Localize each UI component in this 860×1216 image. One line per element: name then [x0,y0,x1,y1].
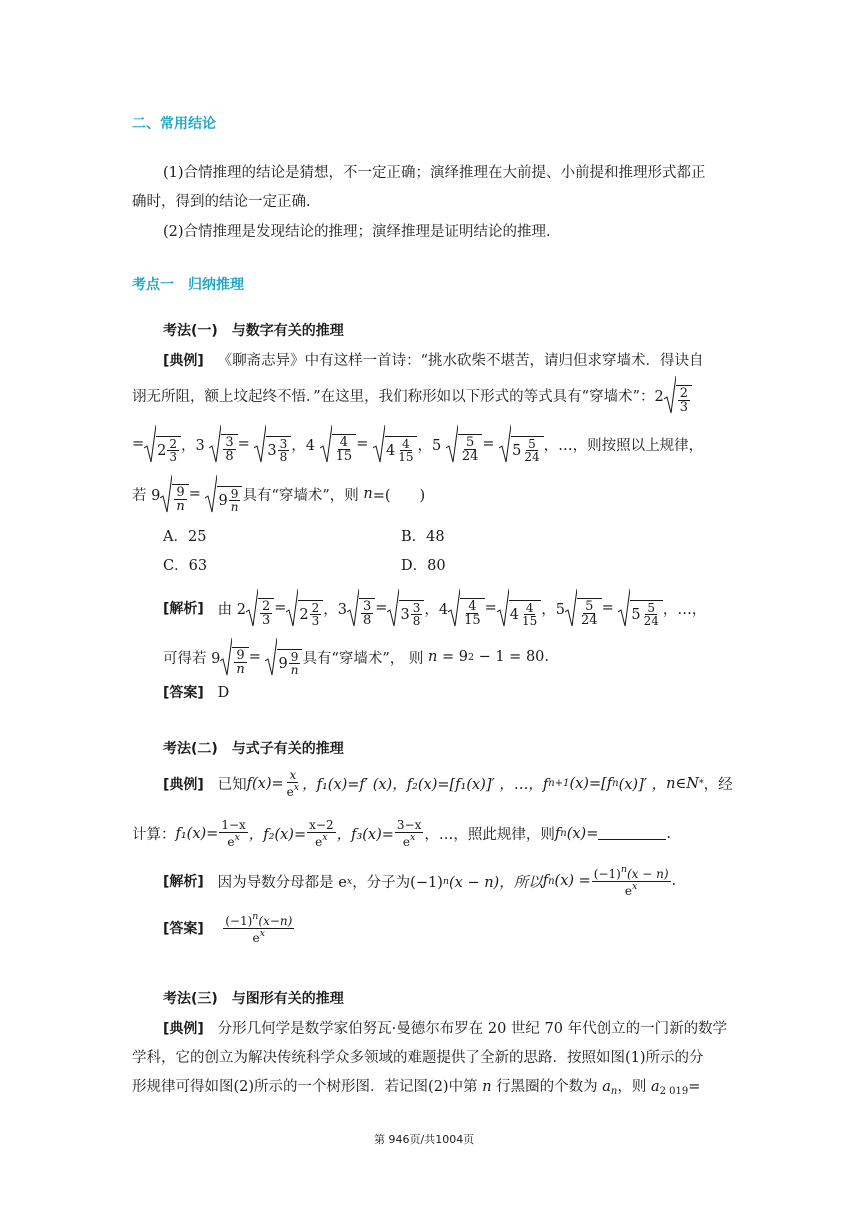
analysis-prefix: 由 2 [217,601,246,618]
eq: = [271,775,284,792]
line-3-end: = [688,1079,701,1095]
method-1-analysis-line-2: 可得若 9 9 n = 9 9 n 具有“穿墙术”， 则 n = 9 2 − 1 = 80. [163,637,549,677]
section-title: 二、常用结论 [132,116,216,132]
f3-num: 3−x [396,818,422,832]
calc-f2: ，f₂(x)= [248,827,307,844]
method-2-answer: [答案] $(-1)^n(x-n)$ $e^x$ [163,911,293,945]
example-tag: [典例] [163,1021,204,1037]
calc-fn: f [554,825,561,842]
analysis-tag: [解析] [163,874,204,891]
f2-num: x−2 [309,818,334,832]
example-tag: [典例] [163,353,204,369]
choice-c: C．63 [163,558,208,574]
example-text-2: 诩无所阻，额上坟起终不悟．”在这里，我们称形如以下形式的等式具有“穿墙术”：2 [132,388,664,405]
analysis-tail: ，…， [662,601,707,618]
var-n: n [482,1079,492,1095]
choice-d: D．80 [401,558,446,574]
conclusion-2: (2)合情推理是发现结论的推理；演绎推理是证明结论的推理. [163,224,551,240]
line-3-a: 形规律可得如图(2)所示的一个树形图．若记图(2)中第 [132,1079,478,1095]
n-in-N: n∈N [666,775,699,792]
radical-2-3: 2 3 [664,375,692,415]
analysis-fn: f [542,873,549,890]
method-1-answer [163,682,229,702]
method-2-line-1 [163,769,733,798]
method-1-line-4: 若 9 9 n = 9 9 n 具有“穿墙术”，则 n =( ) [132,474,425,514]
analysis-line-2-prefix: 可得若 9 [163,650,221,667]
analysis-text: 因为导数分母都是 e [217,874,347,891]
method-1-line-3: = 2 2 3 ，3 3 8 = 3 3 8 ，4 4 15 = 4 4 15 ，5 5 24 = 5 5 24 ，…，则按照以上规律， [132,424,703,464]
line-4-prefix: 若 9 [132,487,161,504]
line-4-tail: =( ) [372,487,426,504]
f-sequence: ，f₁(x)=f′ (x)，f₂(x)=[f₁(x)]′ ，…，f [302,777,549,794]
subscript: n+1 [548,778,570,790]
calc-fn-sub: n [560,828,567,840]
example-tag: [典例] [163,776,204,793]
method-2-line-2: 计算： f₁(x)= $\frac{1-x}{e^x}$ ，f₂(x)= $\frac{x-2}{e^x}$ ，f₃(x)= $\frac{3-x}{e^x}$ ，…，照此规律，则 f n (x)= . [132,818,671,849]
analysis-num-rest: (x − n) [626,867,669,881]
line-4-mid: 具有“穿墙术”，则 [242,487,359,504]
answer-blank[interactable] [598,827,666,840]
f1-num: 1−x [221,818,246,832]
f-sequence-rest: (x)=[f [569,775,613,792]
var-a: a [602,1079,611,1095]
line-3-tail: ，…，则按照以上规律， [543,437,704,454]
conclusion-1-line-2: 确时，得到的结论一定正确. [132,194,311,210]
method-1-title: 考法(一) 与数字有关的推理 [163,323,344,339]
conclusion-1-line-1: (1)合情推理的结论是猜想，不一定正确；演绎推理在大前提、小前提和推理形式都正 [163,165,706,181]
fraction-x-over-ex: $\frac{x}{e^x}$ [286,768,300,799]
line-3-c: ，则 [617,1079,647,1095]
method-3-text-1: 分形几何学是数学家伯努瓦·曼德尔布罗在 20 世纪 70 年代创立的一门新的数学 [217,1021,728,1037]
method-3-line-2: 学科，它的创立为解决传统科学众多领域的难题提供了全新的思路．按照如图(1)所示的分 [132,1050,704,1066]
method-3-line-3 [132,1075,700,1097]
line-3-b: 行黑圈的个数为 [496,1079,598,1095]
method-3-title: 考法(三) 与图形有关的推理 [163,991,344,1007]
example-text: 《聊斋志异》中有这样一首诗：“挑水砍柴不堪苦，请归但求穿墙术．得诀自 [217,353,704,369]
answer-value: D [217,685,230,701]
analysis-text-3: (x − n)，所以 [449,874,543,891]
exponent: 2 [467,651,474,663]
answer-num: (−1) [225,914,253,928]
choice-a: A．25 [163,529,207,545]
answer-tag: [答案] [163,921,204,938]
var-a-sub: n [610,1086,618,1097]
fx: f(x) [246,775,272,792]
kaodian-title: 考点一 归纳推理 [132,277,244,293]
method-2-analysis: [解析] 因为导数分母都是 e x ，分子为(−1) n (x − n)，所以 f n (x) = $\frac{(-1)^n(x - n)}{e^x}$ . [163,864,677,898]
calc-prefix: 计算： [132,827,176,844]
answer-num-rest: (x−n) [258,914,293,928]
var-n: n [428,649,438,665]
method-1-analysis-line-1: [解析] 由 2 2 3 = 2 2 3 ，3 3 8 = 3 3 8 ，4 4 15 = 4 4 15 ，5 5 24 = 5 5 24 ，…， [163,588,706,628]
calc-tail: ，…，照此规律，则 [424,827,555,844]
calc-f1: f₁(x)= [175,825,219,842]
analysis-result: − 1 = 80. [478,649,550,665]
star: * [698,778,704,790]
var-n: n [363,486,373,502]
analysis-tag: [解析] [163,601,204,617]
calc-f3: ，f₃(x)= [336,827,394,844]
method-1-line-2 [132,375,692,415]
analysis-num: (−1) [593,867,621,881]
text-known: 已知 [217,777,247,794]
calc-end: . [666,825,671,842]
var-a-2019: a [650,1079,660,1095]
method-1-line-1 [163,349,704,370]
analysis-fn-rest: (x) = [554,873,591,890]
f-sequence-end: (x)]′ ， [618,777,667,794]
calc-fn-rest: (x)= [566,825,599,842]
answer-tag: [答案] [163,685,204,701]
method-3-line-1 [163,1017,727,1038]
analysis-text-2: ，分子为(−1) [352,874,443,891]
analysis-eq: = 9 [441,649,468,665]
comma-jing: ，经 [703,777,733,794]
method-2-title: 考法(二) 与式子有关的推理 [163,741,344,757]
choice-b: B．48 [401,529,445,545]
var-a-2019-sub: 2 019 [659,1086,689,1097]
page-footer: 第 946页/共1004页 [374,1133,475,1146]
analysis-line-2-mid: 具有“穿墙术”， 则 [302,650,424,667]
subscript-n: n [612,778,619,790]
